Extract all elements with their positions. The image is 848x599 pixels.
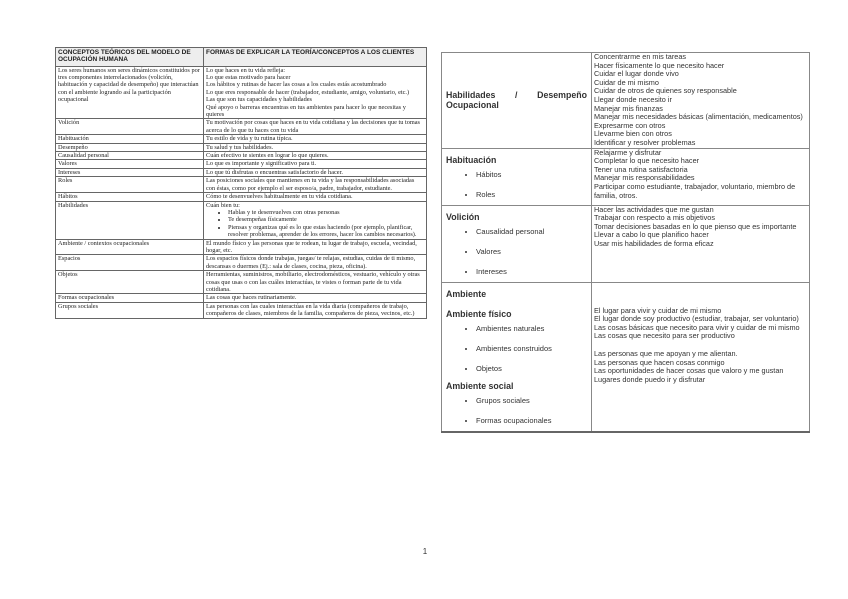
bullet-item: • Piensas y organizas qué es lo que estas haciendo (por ejemplo, planificar, resolver problemas, aprender de los errores, hacer los cambios necesarios). (228, 224, 424, 239)
section-item: • Roles (476, 185, 587, 205)
concept-cell: Grupos sociales (56, 302, 204, 318)
section-item: • Causalidad personal (476, 222, 587, 242)
section-line: Cuidar de mi mismo (594, 77, 659, 87)
section-line: Concentrarme en mis tareas (594, 52, 687, 61)
concept-cell: Ambiente / contextos ocupacionales (56, 239, 204, 255)
page-number: 1 (422, 547, 428, 556)
section-item: • Ambientes naturales (476, 319, 587, 339)
explanation-line: Herramientas, suministros, mobiliario, electrodomésticos, vestuario, vehículo y otras cosas que usas o con las cuáles interactúas, te vistes o forman parte de tu vida cotidiana. (206, 271, 420, 293)
section-text-cell (592, 53, 810, 149)
explanation-cell (204, 66, 427, 119)
bullet-item: • Te desempeñas físicamente (228, 216, 424, 223)
section-line: El lugar donde soy productivo (estudiar, trabajar, ser voluntario) (594, 314, 799, 324)
section-line: Las personas que hacen cosas conmigo (594, 357, 725, 367)
section-line: Manejar mis responsabilidades (594, 173, 695, 183)
explanation-line: Lo que estas motivado para hacer (206, 74, 291, 81)
table-row (56, 271, 427, 294)
section-row (442, 53, 810, 149)
table-row (56, 239, 427, 255)
concept-cell: Roles (56, 177, 204, 193)
explanation-cell (204, 160, 427, 168)
section-label-cell (442, 282, 592, 432)
table-row (56, 168, 427, 176)
header-concepts: CONCEPTOS TEÓRICOS DEL MODELO DE OCUPACIÓN HUMANA (56, 48, 204, 67)
explanation-cell (204, 168, 427, 176)
section-line: Las cosas básicas que necesito para vivir y cuidar de mi mismo (594, 322, 800, 332)
explanation-cell (204, 152, 427, 160)
concept-cell: Volición (56, 119, 204, 135)
concept-cell: Habilidades (56, 201, 204, 239)
explanation-line: Tu motivación por cosas que haces en tu vida cotidiana y las decisiones que tu tomas acerca de lo que tu haces con tu vida (206, 119, 420, 134)
section-line: Relajarme y disfrutar (594, 147, 662, 157)
section-title: Volición (446, 211, 480, 222)
explanation-line: Los hábitos y rutinas de hacer las cosas a los cuales estás acostumbrado (206, 81, 387, 89)
section-item: • Intereses (476, 262, 587, 282)
concept-cell: Objetos (56, 271, 204, 294)
concept-cell: Valores (56, 160, 204, 168)
explanation-line: Las cosas que haces rutinariamente. (206, 294, 297, 302)
section-text-cell (592, 148, 810, 205)
section-line: Hacer las actividades que me gustan (594, 204, 714, 214)
table-row (56, 135, 427, 143)
section-label-cell (442, 205, 592, 282)
section-items (446, 391, 587, 431)
section-line: Las personas que me apoyan y me alientan. (594, 348, 738, 358)
section-line: El lugar para vivir y cuidar de mi mismo (594, 305, 722, 315)
section-item: • Hábitos (476, 165, 587, 185)
explanation-cell (204, 135, 427, 143)
section-line: Tener una rutina satisfactoria (594, 164, 688, 174)
concept-cell: Causalidad personal (56, 152, 204, 160)
table-row (56, 255, 427, 271)
explanation-line: Las personas con las cuales interactúas en la vida diaria (compañeros de trabajo, compañeros de clases, miembros de la familia, compañeros de pieza, vecinos, etc.) (206, 302, 415, 318)
section-line: Usar mis habilidades de forma eficaz (594, 238, 714, 248)
theory-concepts-table (55, 47, 427, 319)
explanation-line: Qué apoyo o barreras encuentras en tus ambientes para hacer lo que necesitas y quieres (206, 103, 406, 119)
explanation-cell (204, 294, 427, 302)
section-line: Tomar decisiones basadas en lo que pienso que es importante (594, 221, 797, 231)
section-line: Identificar y resolver problemas (594, 137, 696, 147)
section-item: • Formas ocupacionales (476, 411, 587, 431)
concept-cell: Intereses (56, 168, 204, 176)
concept-cell: Desempeño (56, 143, 204, 151)
explanation-cell (204, 143, 427, 151)
concept-cell: Hábitos (56, 193, 204, 201)
section-line: Manejar mis necesidades básicas (alimentación, medicamentos) (594, 112, 803, 122)
table-row (56, 119, 427, 135)
client-explanations-table (441, 52, 810, 433)
explanation-cell (204, 255, 427, 271)
section-subtitle: Ambiente físico (446, 308, 512, 319)
bullet-item: • Hablas y te desenvuelves con otras personas (228, 209, 424, 216)
section-line: Hacer físicamente lo que necesito hacer (594, 60, 725, 70)
section-line: Completar lo que necesito hacer (594, 156, 700, 166)
section-subtitle: Ambiente social (446, 380, 514, 391)
explanation-line: Tu salud y tus habilidades. (206, 143, 274, 151)
section-line: Las cosas que necesito para ser productivo (594, 331, 735, 341)
section-item: • Grupos sociales (476, 391, 587, 411)
section-line: Cuidar de otros de quienes soy responsable (594, 86, 737, 96)
section-line: Llegar donde necesito ir (594, 94, 672, 104)
section-items (446, 222, 587, 282)
explanation-line: Las que son tus capacidades y habilidades (206, 96, 312, 104)
explanation-line: Cuán bien tu: (206, 201, 240, 209)
explanation-cell (204, 239, 427, 255)
table-header-row (56, 48, 427, 67)
explanation-line: El mundo físico y las personas que te rodean, tu lugar de trabajo, escuela, vecindad, hogar, etc. (206, 239, 417, 254)
explanation-line: Lo que es importante y significativo para ti. (206, 160, 317, 168)
section-title: Ambiente (446, 288, 487, 299)
concept-cell: Habituación (56, 135, 204, 143)
table-row (56, 193, 427, 201)
table-row (56, 302, 427, 318)
explanation-line: Cuán efectivo te sientes en lograr lo que quieres. (206, 152, 329, 160)
explanation-cell (204, 119, 427, 135)
explanation-cell (204, 302, 427, 318)
section-item: • Objetos (476, 359, 587, 379)
concept-cell: Espacios (56, 255, 204, 271)
section-text-cell (592, 205, 810, 282)
section-label-cell (442, 148, 592, 205)
explanation-line: Cómo te desenvuelves habitualmente en tu vida cotidiana. (206, 193, 353, 201)
explanation-cell (204, 271, 427, 294)
explanation-line: Lo que eres responsable de hacer (trabajador, estudiante, amigo, voluntario, etc.) (206, 88, 410, 96)
section-line: Cuidar el lugar donde vivo (594, 69, 679, 79)
section-line: Llevar a cabo lo que planifico hacer (594, 230, 709, 240)
explanation-cell (204, 201, 427, 239)
section-item: • Ambientes construidos (476, 339, 587, 359)
section-text-cell (592, 282, 810, 432)
section-line: Llevarme bien con otros (594, 129, 672, 139)
concept-cell: Los seres humanos son seres dinámicos constituidos por tres componentes interrelacionados (volición, habituación y capacidad de desempeño) que interactúan con el ambiente logrando así la participación ocupacional (56, 66, 204, 119)
explanation-line: Los espacios físicos donde trabajas, juegas/ te relajas, estudias, cuidas de ti mismo, descansas o duermes (Ej.: sala de clases, cocina, pieza, oficina). (206, 255, 416, 270)
explanation-bullets (206, 209, 424, 239)
section-title: Habilidades / Desempeño Ocupacional (446, 90, 587, 111)
section-line: Expresarme con otros (594, 120, 666, 130)
explanation-cell (204, 177, 427, 193)
section-line: Manejar mis finanzas (594, 103, 663, 113)
explanation-line: Las posiciones sociales que mantienes en tu vida y las responsabilidades asociadas con éstas, como por ejemplo el ser esposo/a, padre, trabajador, estudiante. (206, 177, 415, 192)
table-row (56, 152, 427, 160)
section-items (446, 165, 587, 205)
section-line: Trabajar con respecto a mis objetivos (594, 213, 715, 223)
section-label-cell (442, 53, 592, 149)
table-row (56, 294, 427, 302)
section-title: Habituación (446, 154, 497, 165)
explanation-line: Lo que tú disfrutas o encuentras satisfactorio de hacer. (206, 168, 343, 176)
table-row (56, 177, 427, 193)
concept-cell: Formas ocupacionales (56, 294, 204, 302)
explanation-line: Tu estilo de vida y tu rutina típica. (206, 135, 293, 143)
section-line: Las oportunidades de hacer cosas que valoro y me gustan (594, 366, 784, 376)
explanation-cell (204, 193, 427, 201)
section-item: • Valores (476, 242, 587, 262)
section-items (446, 319, 587, 379)
table-row (56, 143, 427, 151)
section-line: Lugares donde puedo ir y disfrutar (594, 374, 706, 384)
table-row (56, 160, 427, 168)
header-explanations: FORMAS DE EXPLICAR LA TEORÍA/CONCEPTOS A LOS CLIENTES (204, 48, 427, 67)
table-row (56, 201, 427, 239)
section-row (442, 282, 810, 432)
table-row (56, 66, 427, 119)
section-line: Participar como estudiante, trabajador, voluntario, miembro de familia, otros. (594, 181, 796, 200)
section-row (442, 205, 810, 282)
section-row (442, 148, 810, 205)
explanation-line: Lo que haces en tu vida refleja: (206, 66, 286, 74)
